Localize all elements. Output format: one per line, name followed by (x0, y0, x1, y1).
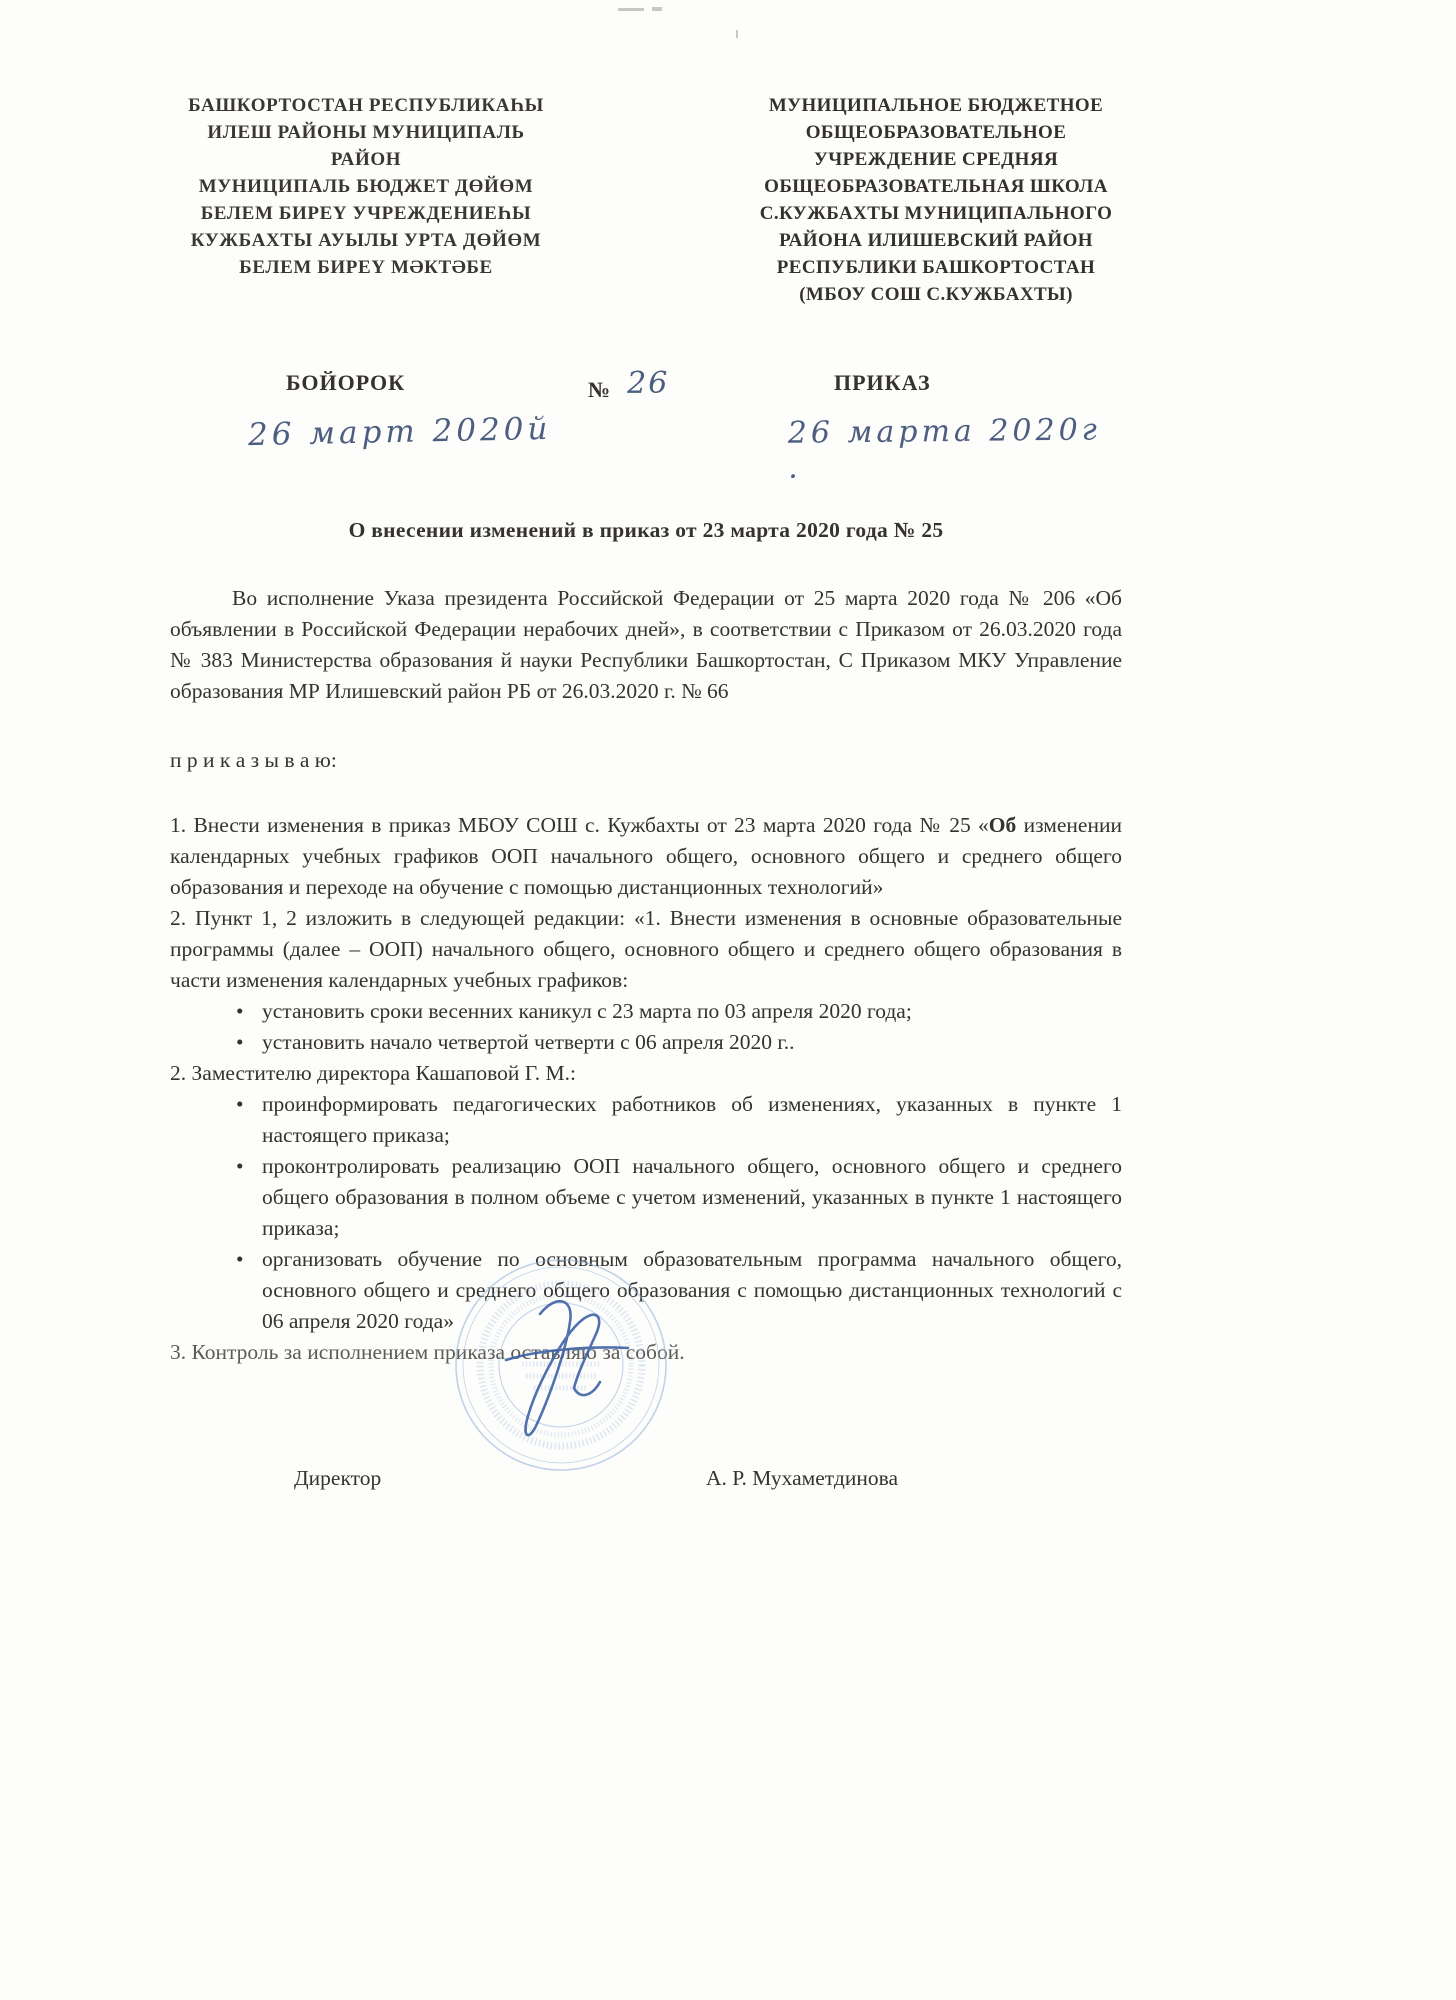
order-item-1 (170, 810, 1122, 903)
order-number (588, 366, 670, 405)
letterhead-line: РЕСПУБЛИКИ БАШКОРТОСТАН (776, 257, 1096, 278)
document-title: О внесении изменений в приказ от 23 марта 2020 года № 25 (348, 518, 944, 542)
preamble-paragraph: Во исполнение Указа президента Российской Федерации от 25 марта 2020 года № 206 «Об объявлении в Российской Федерации нерабочих дней», в соответствии с Приказом от 26.03.2020 года № 383 Министерства образования й науки Республики Башкортостан, С Приказом МКУ Управление образования МР Илишевский район РБ от 26.03.2020 г. № 66 (170, 586, 1122, 703)
letterhead (170, 92, 1122, 308)
signature-name: А. Р. Мухаметдинова (706, 1466, 899, 1490)
scan-artifact (736, 30, 738, 38)
date-handwritten-russian: 26 марта 2020г . (787, 412, 1102, 486)
bullet-list-deputy-tasks (170, 1089, 1122, 1337)
letterhead-line: КУЖБАХТЫ АУЫЛЫ УРТА ДӨЙӨМ (190, 230, 542, 251)
order-item-2b: 2. Заместителю директора Кашаповой Г. М.: (170, 1061, 577, 1085)
order-number-handwritten: 26 (627, 366, 670, 401)
order-item-1-bold: Об (988, 813, 1017, 837)
bullet-item: • проконтролировать реализацию ООП начального общего, основного общего и среднего общего образования в полном объеме с учетом изменений, указанных в пункте 1 настоящего приказа; (170, 1151, 1122, 1244)
date-handwritten-bashkir: 26 март 2020й (247, 410, 552, 454)
bullet-item: • организовать обучение по основным образовательным программа начального общего, основного общего и среднего общего образования с помощью дистанционных технологий с 06 апреля 2020 года» (170, 1244, 1122, 1337)
letterhead-line: С.КУЖБАХТЫ МУНИЦИПАЛЬНОГО (759, 203, 1113, 224)
bullet-item: • проинформировать педагогических работников об изменениях, указанных в пункте 1 настоящего приказа; (170, 1089, 1122, 1151)
order-number-row (170, 366, 1122, 404)
order-item-3: 3. Контроль за исполнением приказа оставляю за собой. (170, 1340, 685, 1364)
scan-artifact (618, 8, 644, 11)
order-dates-row (170, 410, 1122, 486)
document-content (170, 92, 1122, 1514)
order-item-2-intro: 2. Пункт 1, 2 изложить в следующей редакции: «1. Внести изменения в основные образовательные программы (далее – ООП) начального общего, основного общего и среднего общего образования в части изменения календарных учебных графиков: (170, 906, 1122, 992)
letterhead-line: БЕЛЕМ БИРЕҮ УЧРЕЖДЕНИЕҺЫ (200, 203, 532, 224)
letterhead-line: БАШКОРТОСТАН РЕСПУБЛИКАҺЫ (188, 95, 544, 116)
letterhead-line: (МБОУ СОШ С.КУЖБАХТЫ) (799, 284, 1073, 305)
letterhead-bashkir (170, 92, 562, 308)
bullet-item: • установить сроки весенних каникул с 23 марта по 03 апреля 2020 года; (170, 996, 1122, 1027)
signature-block (170, 1454, 1122, 1514)
order-item-1-rest: изменении календарных учебных графиков ООП начального общего, основного общего и среднего общего образования и переходе на обучение с помощью дистанционных технологий» (170, 813, 1122, 899)
letterhead-line: ОБЩЕОБРАЗОВАТЕЛЬНОЕ (805, 122, 1067, 143)
bullet-item: • установить начало четвертой четверти с 06 апреля 2020 г.. (170, 1027, 1122, 1058)
letterhead-line: ИЛЕШ РАЙОНЫ МУНИЦИПАЛЬ РАЙОН (207, 122, 525, 170)
signature-role: Директор (294, 1466, 382, 1490)
letterhead-line: МУНИЦИПАЛЬ БЮДЖЕТ ДӨЙӨМ (198, 176, 534, 197)
order-label-russian: ПРИКАЗ (834, 370, 931, 395)
prikaz-keyword: п р и к а з ы в а ю: (170, 748, 337, 772)
order-number-sign: № (588, 377, 612, 402)
letterhead-line: МУНИЦИПАЛЬНОЕ БЮДЖЕТНОЕ (768, 95, 1104, 116)
order-label-bashkir: БОЙОРОК (286, 370, 406, 395)
order-item-1-text: 1. Внести изменения в приказ МБОУ СОШ с. Кужбахты от 23 марта 2020 года № 25 « (170, 813, 989, 837)
scan-artifact (652, 7, 662, 11)
letterhead-line: УЧРЕЖДЕНИЕ СРЕДНЯЯ (813, 149, 1059, 170)
letterhead-line: РАЙОНА ИЛИШЕВСКИЙ РАЙОН (779, 230, 1093, 251)
bullet-list-schedule (170, 996, 1122, 1058)
letterhead-line: БЕЛЕМ БИРЕҮ МӘКТӘБЕ (239, 257, 493, 278)
letterhead-line: ОБЩЕОБРАЗОВАТЕЛЬНАЯ ШКОЛА (764, 176, 1108, 197)
letterhead-russian (750, 92, 1122, 308)
